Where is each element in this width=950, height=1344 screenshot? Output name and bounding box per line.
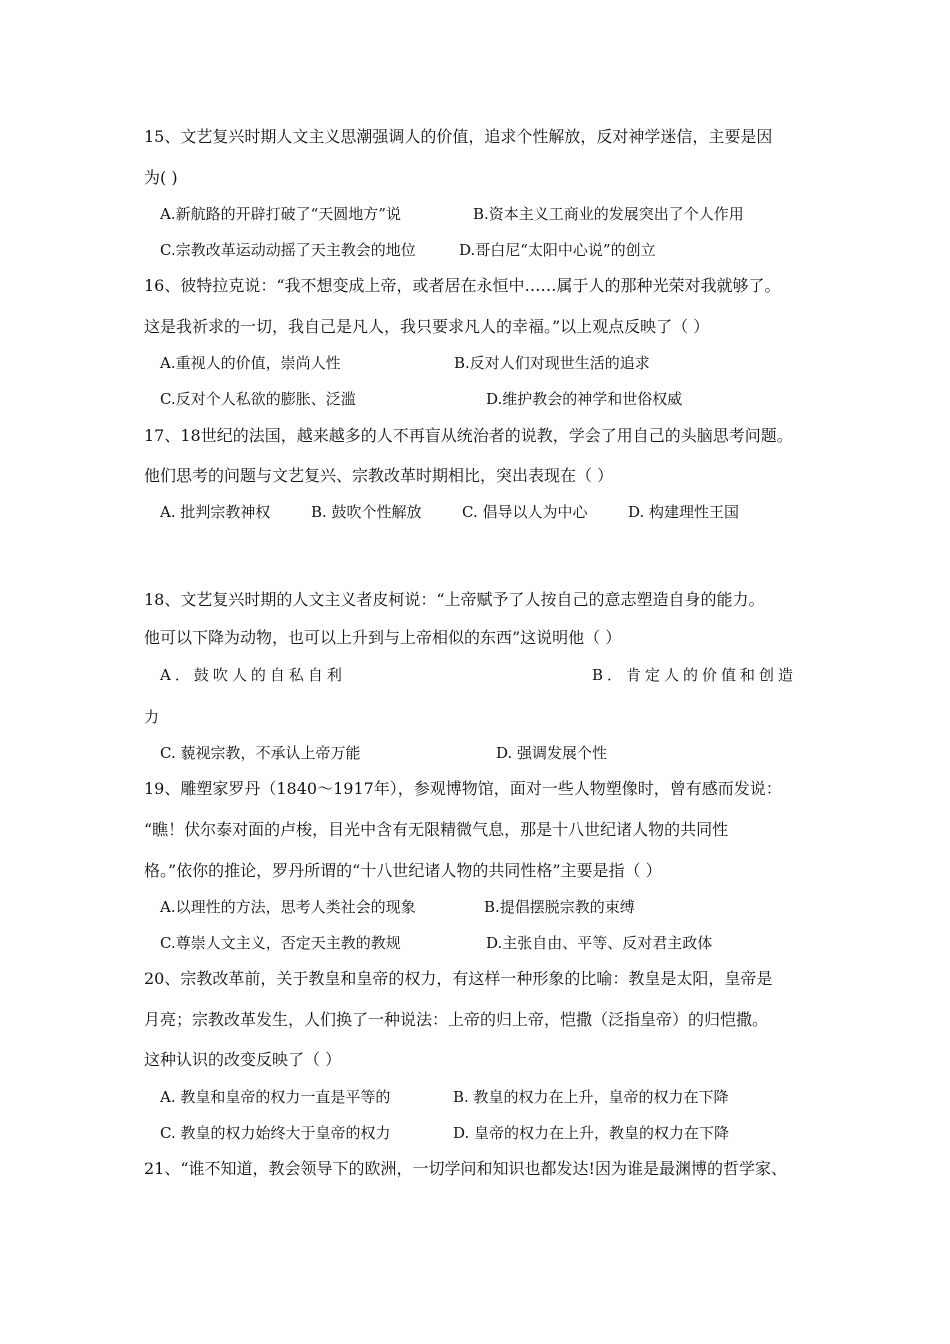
q17-option-d: D. 构建理性王国	[628, 503, 740, 521]
q20-option-c: C. 教皇的权力始终大于皇帝的权力	[160, 1124, 391, 1142]
q18-option-b: B．肯定人的价值和创造	[592, 666, 798, 684]
q18-option-d: D. 强调发展个性	[496, 744, 608, 762]
q16-option-c: C.反对个人私欲的膨胀、泛滥	[160, 390, 356, 408]
q20-option-a: A. 教皇和皇帝的权力一直是平等的	[160, 1088, 391, 1106]
q16-stem-line2: 这是我祈求的一切，我自己是凡人，我只要求凡人的幸福。”以上观点反映了（ ）	[144, 317, 710, 336]
q16-option-a: A.重视人的价值，崇尚人性	[160, 354, 341, 372]
q20-option-d: D. 皇帝的权力在上升，教皇的权力在下降	[453, 1124, 730, 1142]
q20-stem-line3: 这种认识的改变反映了（ ）	[144, 1050, 342, 1069]
q19-option-c: C.尊崇人文主义，否定天主教的教规	[160, 934, 401, 952]
q18-option-a: A．鼓吹人的自私自利	[160, 666, 346, 684]
q19-option-b: B.提倡摆脱宗教的束缚	[484, 898, 635, 916]
q18-stem-line2: 他可以下降为动物，也可以上升到与上帝相似的东西”这说明他（ ）	[144, 628, 622, 647]
q17-stem-line1: 17、18世纪的法国，越来越多的人不再盲从统治者的说教，学会了用自己的头脑思考问题。	[144, 426, 793, 445]
q20-option-b: B. 教皇的权力在上升，皇帝的权力在下降	[453, 1088, 729, 1106]
q15-option-b: B.资本主义工商业的发展突出了个人作用	[473, 205, 744, 223]
q19-option-d: D.主张自由、平等、反对君主政体	[486, 934, 713, 952]
q17-stem-line2: 他们思考的问题与文艺复兴、宗教改革时期相比，突出表现在（ ）	[144, 466, 614, 485]
q15-option-c: C.宗教改革运动动摇了天主教会的地位	[160, 241, 416, 259]
q15-stem-line2: 为( )	[144, 168, 178, 187]
q21-stem-line1: 21、“谁不知道，教会领导下的欧洲，一切学问和知识也都发达!因为谁是最渊博的哲学家、	[144, 1159, 787, 1178]
q16-stem-line1: 16、彼特拉克说：“我不想变成上帝，或者居在永恒中……属于人的那种光荣对我就够了。	[144, 276, 781, 295]
q16-option-b: B.反对人们对现世生活的追求	[454, 354, 650, 372]
q17-option-a: A. 批判宗教神权	[160, 503, 271, 521]
q17-option-b: B. 鼓吹个性解放	[311, 503, 422, 521]
q20-stem-line2: 月亮；宗教改革发生，人们换了一种说法：上帝的归上帝，恺撒（泛指皇帝）的归恺撒。	[144, 1010, 769, 1029]
q15-option-d: D.哥白尼“太阳中心说”的创立	[459, 241, 656, 259]
q19-stem-line1: 19、雕塑家罗丹（1840～1917年），参观博物馆，面对一些人物塑像时，曾有感而发说：	[144, 779, 782, 798]
q18-option-b-wrap: 力	[144, 708, 160, 726]
q19-option-a: A.以理性的方法，思考人类社会的现象	[160, 898, 416, 916]
q18-stem-line1: 18、文艺复兴时期的人文主义者皮柯说：“上帝赋予了人按自己的意志塑造自身的能力。	[144, 590, 765, 609]
q15-stem-line1: 15、文艺复兴时期人文主义思潮强调人的价值，追求个性解放，反对神学迷信，主要是因	[144, 127, 773, 146]
q17-option-c: C. 倡导以人为中心	[462, 503, 588, 521]
q20-stem-line1: 20、宗教改革前，关于教皇和皇帝的权力，有这样一种形象的比喻：教皇是太阳，皇帝是	[144, 969, 773, 988]
q16-option-d: D.维护教会的神学和世俗权威	[486, 390, 683, 408]
q18-option-c: C. 藐视宗教，不承认上帝万能	[160, 744, 361, 762]
q19-stem-line3: 格。”依你的推论，罗丹所谓的“十八世纪诸人物的共同性格”主要是指（ ）	[144, 861, 662, 880]
q19-stem-line2: “瞧！伏尔泰对面的卢梭，目光中含有无限精微气息，那是十八世纪诸人物的共同性	[144, 820, 729, 839]
q15-option-a: A.新航路的开辟打破了“天圆地方”说	[160, 205, 401, 223]
